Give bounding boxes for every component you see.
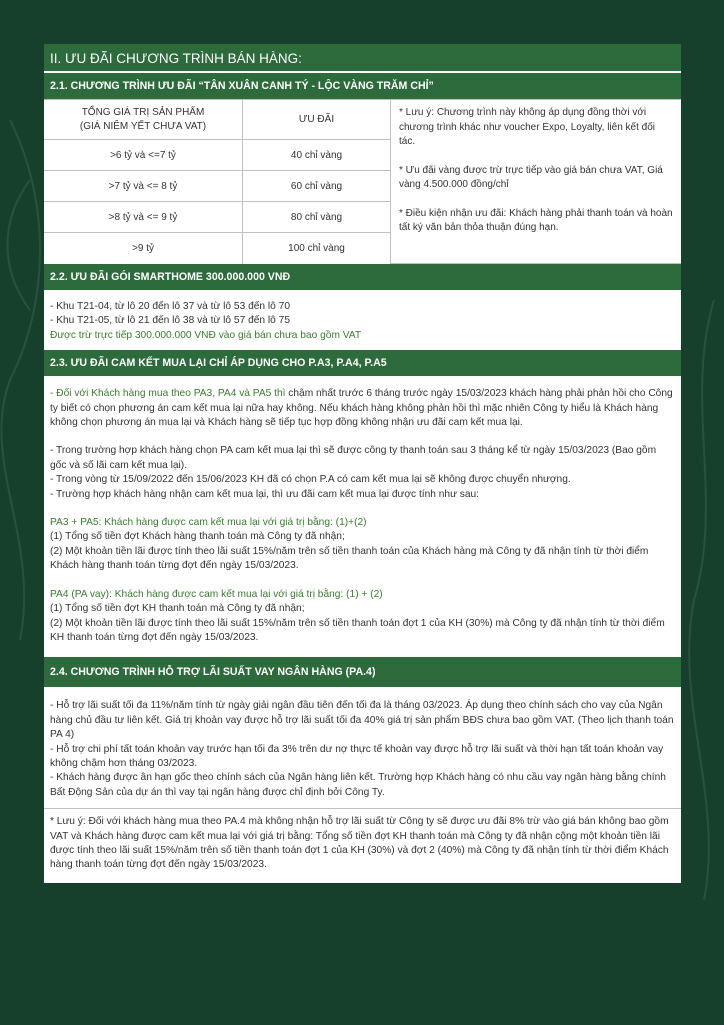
s22-line1: - Khu T21-04, từ lô 20 đến lô 37 và từ lô 53 đến lô 70 [50, 301, 290, 312]
pa35-item1: (1) Tổng số tiền đợt Khách hàng thanh toán mà Công ty đã nhận; [50, 531, 345, 543]
s22-line2: - Khu T21-05, từ lô 21 đến lô 38 và từ lô 57 đến lô 75 [50, 315, 290, 327]
s23-p4: - Trường hợp khách hàng nhận cam kết mua lại, thì ưu đãi cam kết mua lại được tính như sau: [50, 488, 479, 500]
s22-title: 2.2. ƯU ĐÃI GÓI SMARTHOME 300.000.000 VNĐ [44, 264, 681, 290]
s23-p1-rest: chậm nhất trước 6 tháng trước ngày 15/03/2023 khách hàng phải phản hồi cho Công ty biết có chọn phương án cam kết mua lại nữa hay không. Nếu khách hàng không phản hồi thì mặc nhiên Công ty hiểu là Khách hàng không chọn phương án mua lại và Khách hàng sẽ tiếp tục hợp đồng không nhận ưu đãi cam kết mua lại. [50, 388, 673, 429]
s24-note: * Lưu ý: Đối với khách hàng mua theo PA.4 mà không nhận hỗ trợ lãi suất từ Công ty sẽ được ưu đãi 8% trừ vào giá bán không bao gồm VAT và Khách hàng được cam kết mua lại với giá trị bằng: Tổng số tiền đợt KH thanh toán mà Công ty đã nhận cộng một khoản tiền lãi được tính theo lãi suất 15%/năm trên số tiền thanh toán đợt 1 của KH (30%) và đợt 2 (40%) mà Công ty đã nhận tính từ thời điểm Khách hàng thanh toán từng đợt đến ngày 15/03/2023. [50, 816, 669, 871]
s22-content [44, 290, 681, 350]
s23-p2: - Trong trường hợp khách hàng chọn PA cam kết mua lại thì sẽ được công ty thanh toán sau 3 tháng kể từ ngày 15/03/2023 (Bao gồm gốc và số lãi cam kết mua lại). [50, 445, 657, 471]
col-header-offer: ƯU ĐÃI [243, 100, 391, 140]
s21-note2: * Ưu đãi vàng được trừ trực tiếp vào giá bán chưa VAT, Giá vàng 4.500.000 đồng/chỉ [399, 164, 663, 190]
range-cell: >9 tỷ [44, 233, 243, 264]
range-cell: >8 tỷ và <= 9 tỷ [44, 202, 243, 233]
s23-p3: - Trong vòng từ 15/09/2022 đến 15/06/2023 KH đã có chọn P.A có cam kết mua lại sẽ không được chuyển nhượng. [50, 474, 571, 486]
range-cell: >6 tỷ và <=7 tỷ [44, 140, 243, 171]
s23-p1-green: - Đối với Khách hàng mua theo PA3, PA4 và PA5 thì [50, 388, 286, 400]
s21-note3: * Điều kiện nhận ưu đãi: Khách hàng phải thanh toán và hoàn tất ký văn bản thỏa thuận đúng hạn. [399, 207, 673, 233]
s21-notes [391, 100, 682, 264]
promotion-panel [44, 44, 681, 883]
leaf-pattern-right [684, 300, 724, 900]
offer-cell: 60 chỉ vàng [243, 171, 391, 202]
col-header-total-l2: (GIÁ NIÊM YẾT CHƯA VAT) [79, 120, 207, 132]
s24-note-block [44, 809, 681, 883]
s24-p2: - Hỗ trợ chi phí tất toán khoản vay trước hạn tối đa 3% trên dư nợ thực tế khoản vay được hỗ trợ lãi suất và thời hạn tất toán khoản vay không chậm hơn tháng 03/2023. [50, 743, 664, 769]
s22-line3: Được trừ trực tiếp 300.000.000 VNĐ vào giá bán chưa bao gồm VAT [50, 329, 362, 341]
s21-note1: * Lưu ý: Chương trình này không áp dụng đồng thời với chương trình khác như voucher Expo, Loyalty, liên kết đối tác. [399, 107, 656, 147]
section-title: II. ƯU ĐÃI CHƯƠNG TRÌNH BÁN HÀNG: [44, 44, 681, 73]
offer-cell: 100 chỉ vàng [243, 233, 391, 264]
pa4-title: PA4 (PA vay): Khách hàng được cam kết mua lại với giá trị bằng: (1) + (2) [50, 588, 383, 600]
s23-p1 [50, 387, 675, 430]
promo-table [44, 99, 681, 264]
pa4-item1: (1) Tổng số tiền đợt KH thanh toán mà Công ty đã nhận; [50, 603, 305, 615]
s23-content [44, 376, 681, 657]
range-cell: >7 tỷ và <= 8 tỷ [44, 171, 243, 202]
pa4-item2: (2) Một khoản tiền lãi được tính theo lãi suất 15%/năm trên số tiền thanh toán đợt 1 của KH (30%) mà Công ty đã nhận tính từ thời điểm KH thanh toán từng đợt đến ngày 15/03/2023. [50, 617, 665, 643]
s24-content [44, 687, 681, 808]
offer-cell: 80 chỉ vàng [243, 202, 391, 233]
s23-title: 2.3. ƯU ĐÃI CAM KẾT MUA LẠI CHỈ ÁP DỤNG CHO P.A3, P.A4, P.A5 [44, 350, 681, 376]
pa35-title: PA3 + PA5: Khách hàng được cam kết mua lại với giá trị bằng: (1)+(2) [50, 517, 367, 529]
col-header-total-l1: TỔNG GIÁ TRỊ SẢN PHẨM [81, 106, 205, 118]
offer-cell: 40 chỉ vàng [243, 140, 391, 171]
pa35-item2: (2) Một khoản tiền lãi được tính theo lãi suất 15%/năm trên số tiền thanh toán của Khách hàng mà Công ty đã nhận tính từ thời điểm Khách hàng thanh toán từng đợt đến ngày 15/03/2023. [50, 545, 649, 572]
col-header-total [44, 100, 243, 140]
s24-p1: - Hỗ trợ lãi suất tối đa 11%/năm tính từ ngày giải ngân đầu tiên đến tối đa là tháng 03/2023. Áp dụng theo chính sách cho vay của Ngân hàng chủ đầu tư liên kết. Giá trị khoản vay được hỗ trợ lãi suất tối đa 40% giá trị sản phẩm BĐS chưa bao gồm VAT. (Theo lịch thanh toán PA 4) [50, 700, 674, 741]
s24-title: 2.4. CHƯƠNG TRÌNH HỖ TRỢ LÃI SUẤT VAY NGÂN HÀNG (PA.4) [44, 657, 681, 687]
s24-p3: - Khách hàng được ân hạn gốc theo chính sách của Ngân hàng liên kết. Trường hợp Khách hàng có nhu cầu vay ngân hàng bằng chính Bất Động Sản của dự án thì vay tại ngân hàng được chỉ định bởi Công Ty. [50, 772, 666, 798]
s21-title: 2.1. CHƯƠNG TRÌNH ƯU ĐÃI “TÂN XUÂN CANH TÝ - LỘC VÀNG TRĂM CHỈ” [44, 73, 681, 99]
